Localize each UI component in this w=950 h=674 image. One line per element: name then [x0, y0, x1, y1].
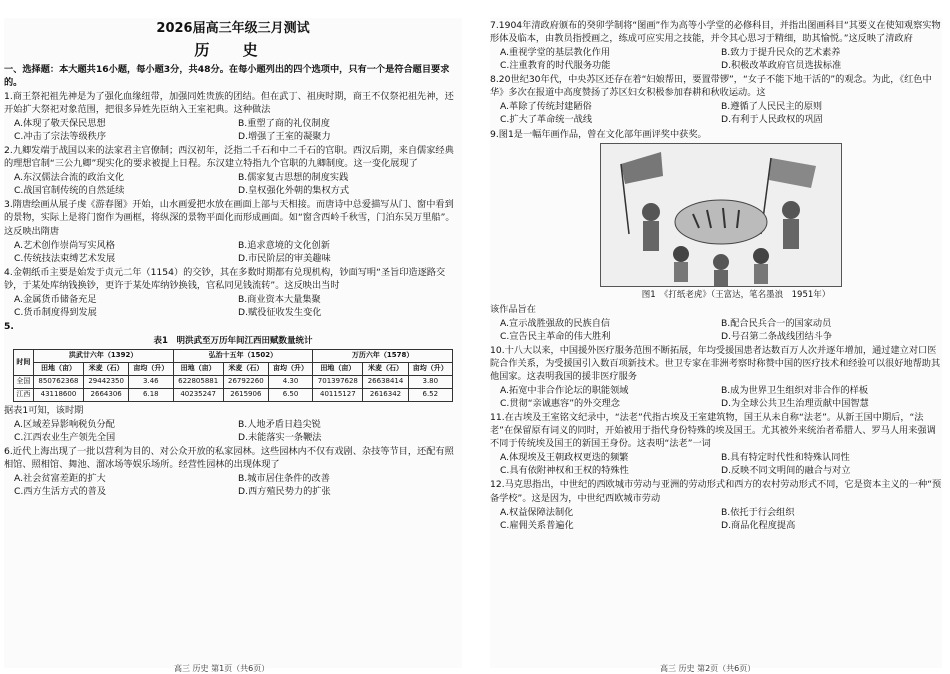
q10-option-d: D.为全球公共卫生治理贡献中国智慧: [721, 398, 869, 410]
question-3: [4, 198, 462, 264]
q10-option-a: A.拓宽中非合作论坛的职能领域: [500, 385, 629, 396]
q9-stem: 9.图1是一幅年画作品，曾在文化部年画评奖中获奖。: [490, 128, 707, 140]
question-11: [490, 411, 942, 477]
table-cell: 850762368: [33, 375, 83, 388]
q1-option-d: D.增强了王室的凝聚力: [238, 131, 331, 143]
table-subcol: 米麦（石）: [84, 363, 129, 376]
table-row-label: 江西: [14, 388, 34, 401]
table-cell: 3.46: [129, 375, 173, 388]
table-cell: 2616342: [363, 388, 408, 401]
table-period-2: 弘治十五年（1502）: [173, 350, 313, 363]
question-7: [490, 19, 942, 72]
q2-option-a: A.东汉儒法合流的政治文化: [14, 172, 125, 184]
q7-option-a: A.重视学堂的基层教化作用: [500, 47, 611, 59]
q4-option-d: D.赋役征收发生变化: [238, 306, 322, 318]
question-6: [4, 445, 462, 498]
q3-option-b: B.追求意境的文化创新: [238, 239, 330, 251]
q6-stem: 6.近代上海出现了一批以营利为目的、对公众开放的私家园林。这些园林内不仅有戏剧、杂技等节目，还配有照相馆、照相馆、舞池、溜冰场等娱乐场所。经营性园林的出现体现了: [4, 446, 454, 471]
tax-table: [13, 349, 453, 402]
question-9: [490, 128, 942, 343]
q2-stem: 2.九卿发端于战国以来的法家君主官僚制；西汉初年，泛指二千石和中二千石的官职。西汉后期，来自儒家经典的理想官制“三公九卿”现实化的要求被提上日程。东汉建立特指九个官职的九卿制度。这一变化展现了: [4, 145, 454, 170]
table-col-time: 时间: [14, 350, 34, 376]
q11-stem: 11.在古埃及王室铭文纪录中，“法老”代指古埃及王室建筑物，国王从未自称“法老”。从新王国中期后，“法老”在保留原有词义的同时，开始被用于指代身份特殊的埃及国王。尤其被外来统治者希腊人、罗马人用来强调不同于传统埃及国王的新国王身份。这表明“法老”一词: [490, 412, 936, 450]
page-footer: 高三 历史 第2页（共6页）: [660, 663, 756, 673]
q11-option-a: A.体现埃及王朝政权更迭的频繁: [500, 452, 629, 464]
q1-stem: 1.商王祭祀祖先神是为了强化血缘纽带，加强同姓贵族的团结。但在武丁、祖庚时期，商王不仅祭祀祖先神，还开始扩大祭祀对象范围，把很多异姓先臣纳入王室祀典。这种做法: [4, 90, 454, 115]
q6-option-c: C.西方生活方式的普及: [14, 486, 107, 498]
q10-stem: 10.十八大以来，中国援外医疗服务范围不断拓展，年均受援国患者达数百万人次并逐年增加，通过建立对口医院合作关系，为受援国引入数百项新技术。世卫专家在非洲考察时称赞中国的医疗技术和经验可以很好地帮助其他国家。这表明我国的援非医疗服务: [490, 344, 941, 382]
q9-stem-2: 该作品旨在: [490, 303, 536, 315]
q2-option-d: D.皇权强化外朝的集权方式: [238, 185, 350, 197]
q12-stem: 12.马克思指出，中世纪的西欧城市劳动与亚洲的劳动形式和西方的农村劳动形式不同，它是资本主义的一种“预备学校”。这是因为，中世纪西欧城市劳动: [490, 479, 942, 504]
q8-option-d: D.有利于人民政权的巩固: [721, 114, 823, 126]
table-cell: 6.50: [268, 388, 312, 401]
q5-stem: 据表1可知，该时期: [4, 404, 84, 416]
q5-option-a: A.区域差异影响税负分配: [14, 418, 115, 430]
table-subcol: 米麦（石）: [223, 363, 268, 376]
q5-option-d: D.未能落实一条鞭法: [238, 431, 322, 443]
q12-option-c: C.雇佣关系普遍化: [500, 519, 574, 531]
new-year-painting-image: [600, 143, 842, 287]
q9-option-a: A.宣示战胜强敌的民族自信: [500, 317, 611, 329]
q7-stem: 7.1904年清政府颁布的癸卯学制将“图画”作为高等小学堂的必修科目，并指出图画科目“其要义在使知观察实物形体及临本，由教员指授画之，练成可应实用之技能，并令其心思习于精细，助其愉悦。”这反映了清政府: [490, 20, 941, 45]
table-1-title: 表1 明洪武至万历年间江西田赋数量统计: [153, 336, 313, 346]
question-1: [4, 90, 462, 143]
exam-page-1: [4, 18, 462, 673]
painting-illustration: [601, 144, 841, 286]
q3-option-c: C.传统技法束缚艺术发展: [14, 252, 116, 264]
table-period-1: 洪武廿六年（1392）: [33, 350, 173, 363]
table-cell: 6.52: [408, 388, 452, 401]
q8-option-b: B.遵循了人民民主的原则: [721, 101, 823, 113]
q5-option-c: C.江西农业生产领先全国: [14, 431, 116, 443]
table-cell: 26792260: [223, 375, 268, 388]
q7-option-c: C.注重教育的时代服务功能: [500, 60, 611, 72]
q9-option-c: C.宣告民主革命的伟大胜利: [500, 330, 611, 342]
q5-option-b: B.人地矛盾日趋尖锐: [238, 418, 321, 430]
q7-option-b: B.致力于提升民众的艺术素养: [721, 47, 841, 59]
q10-option-c: C.贯彻“亲诚惠容”的外交理念: [500, 398, 620, 410]
q3-stem: 3.隋唐绘画从展子虔《游春图》开始，山水画爱把水放在画面上部与天相接。而唐诗中总爱描写从门、窗中看到的景物，实际上是将门窗作为画框，将纵深的景物平面化而形成画面。如“窗含西岭千秋雪，门泊东吴万里船”。这反映出隋唐: [4, 199, 455, 237]
table-cell: 6.18: [129, 388, 173, 401]
q6-option-b: B.城市居住条件的改善: [238, 473, 330, 485]
question-5: [4, 320, 462, 444]
table-cell: 2615906: [223, 388, 268, 401]
table-cell: 43118600: [33, 388, 83, 401]
q10-option-b: B.成为世界卫生组织对非合作的样板: [721, 385, 869, 396]
exam-page-2: [490, 18, 942, 673]
question-8: [490, 73, 942, 126]
q11-option-b: B.具有特定时代性和特殊认同性: [721, 452, 850, 464]
q2-option-c: C.战国官制传统的自然延续: [14, 185, 125, 197]
q12-option-a: A.权益保障法制化: [500, 506, 574, 518]
table-row: [14, 388, 453, 401]
q5-number: 5.: [4, 320, 14, 332]
question-10: [490, 344, 942, 410]
q8-stem: 8.20世纪30年代，中央苏区还存在着“妇娘帮田，要置带锣”，“女子不能下地干活的”的观念。为此，《红色中华》多次在报道中高度赞扬了苏区妇女积极参加春耕和秋收运动。这: [490, 74, 932, 99]
table-cell: 701397628: [313, 375, 363, 388]
q4-option-c: C.货币制度得到发展: [14, 306, 97, 318]
q12-option-b: B.依托于行会组织: [721, 506, 795, 518]
q7-option-d: D.积极改革政府官员选拔标准: [721, 60, 842, 72]
table-cell: 3.80: [408, 375, 452, 388]
q1-option-c: C.冲击了宗法等级秩序: [14, 131, 107, 143]
table-subcol: 亩均（升）: [129, 363, 173, 376]
table-subcol: 田地（亩）: [313, 363, 363, 376]
figure-1-caption: 图1 《打纸老虎》（王富达，笔名墨浪 1951年）: [641, 289, 831, 300]
table-cell: 2664306: [84, 388, 129, 401]
question-12: [490, 478, 942, 531]
q8-option-a: A.革除了传统封建陋俗: [500, 101, 592, 113]
table-row-label: 全国: [14, 375, 34, 388]
question-2: [4, 144, 462, 197]
table-subcol: 亩均（升）: [408, 363, 452, 376]
q6-option-d: D.西方殖民势力的扩张: [238, 486, 331, 498]
table-row: [14, 375, 453, 388]
q4-option-a: A.金属货币储备充足: [14, 293, 97, 305]
table-subcol: 亩均（升）: [268, 363, 312, 376]
table-subcol: 田地（亩）: [173, 363, 223, 376]
table-subcol: 米麦（石）: [363, 363, 408, 376]
q9-option-d: D.号召第二条战线团结斗争: [721, 330, 833, 342]
table-cell: 29442350: [84, 375, 129, 388]
q9-option-b: B.配合民兵合一的国家动员: [721, 317, 832, 329]
table-cell: 40235247: [173, 388, 223, 401]
subject-title: 历 史: [194, 41, 272, 60]
exam-title: 2026届高三年级三月测试: [156, 21, 310, 36]
page-footer: 高三 历史 第1页（共6页）: [174, 663, 270, 673]
q1-option-b: B.重塑了商的礼仪制度: [238, 118, 330, 129]
q11-option-c: C.具有依附神权和王权的特殊性: [500, 465, 629, 477]
q3-option-d: D.市民阶层的审美趣味: [238, 252, 331, 264]
section-heading: 一、选择题：本大题共16小题，每小题3分，共48分。在每小题列出的四个选项中，只有一个是符合题目要求的。: [4, 63, 450, 88]
table-cell: 622805881: [173, 375, 223, 388]
q3-option-a: A.艺术创作崇尚写实风格: [14, 239, 115, 251]
q4-option-b: B.商业资本大量集聚: [238, 293, 321, 305]
q6-option-a: A.社会贫富差距的扩大: [14, 473, 106, 485]
table-cell: 26638414: [363, 375, 408, 388]
q12-option-d: D.商品化程度提高: [721, 519, 796, 531]
table-subcol: 田地（亩）: [33, 363, 83, 376]
q1-option-a: A.体现了敬天保民思想: [14, 118, 106, 129]
question-4: [4, 266, 462, 319]
q4-stem: 4.金朝纸币主要是始发于贞元二年（1154）的交钞，其在多数时期都有兑现机构，钞面写明“圣旨印造逐路交钞，于某处库纳钱换钞，更许于某处库纳钞换钱，官私同见钱流转”。这反映出当时: [4, 266, 446, 291]
table-cell: 4.30: [268, 375, 312, 388]
table-cell: 40115127: [313, 388, 363, 401]
q11-option-d: D.反映不同文明间的融合与对立: [721, 465, 851, 477]
q8-option-c: C.扩大了革命统一战线: [500, 114, 593, 126]
q2-option-b: B.儒家复古思想的制度实践: [238, 172, 349, 184]
table-period-3: 万历六年（1578）: [313, 350, 453, 363]
